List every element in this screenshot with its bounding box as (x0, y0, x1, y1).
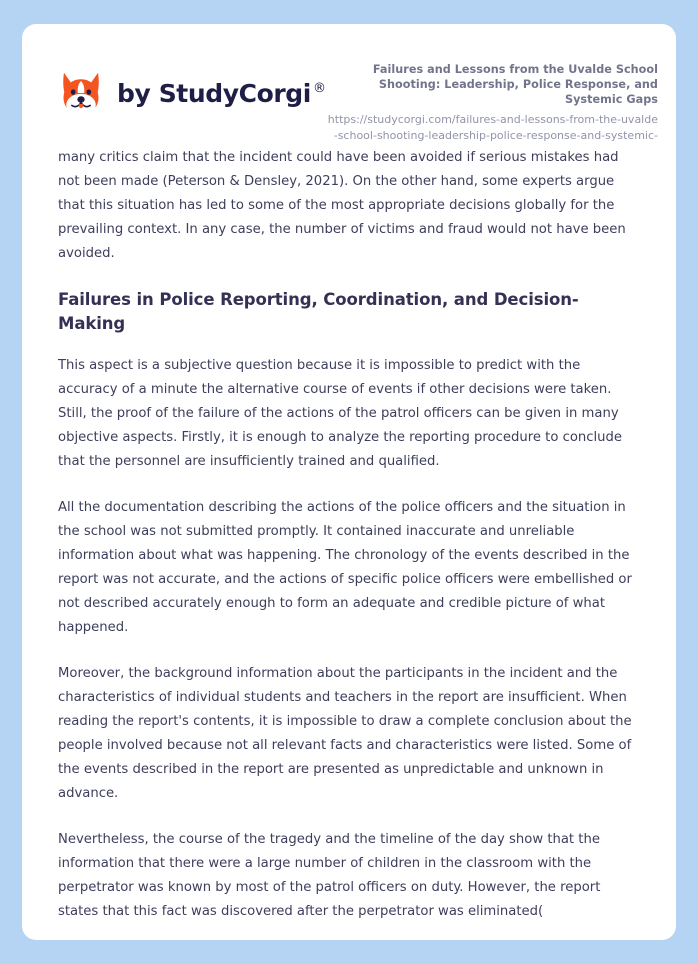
brand-wordmark (117, 79, 326, 108)
section-heading: Failures in Police Reporting, Coordination, and Decision-Making (58, 290, 579, 333)
document-sheet (22, 24, 676, 940)
paragraph: All the documentation describing the actions of the police officers and the situation in the school was not submitted promptly. It contained inaccurate and unreliable information about what was happening. The chronology of the events described in the report was not accurate, and the actions of specific police officers were embellished or not described accurately enough to form an adequate and credible picture of what happened. (58, 500, 632, 635)
brand-wordmark-text: by StudyCorgi (117, 78, 311, 108)
document-body (22, 146, 676, 924)
registered-trademark-icon: ® (312, 81, 326, 97)
document-title: Failures and Lessons from the Uvalde School Shooting: Leadership, Police Response, and Systemic Gaps (372, 63, 658, 107)
document-header (22, 24, 676, 146)
paragraph: This aspect is a subjective question because it is impossible to predict with the accuracy of a minute the alternative course of events if other decisions were taken. Still, the proof of the failure of the actions of the patrol officers can be given in many objective aspects. Firstly, it is enough to analyze the reporting procedure to conclude that the personnel are insufficiently trained and qualified. (58, 358, 623, 469)
brand-lockup (58, 58, 326, 116)
paragraph: Nevertheless, the course of the tragedy and the timeline of the day show that the information that there were a large number of children in the classroom with the perpetrator was known by most of the patrol officers on duty. However, the report states that this fact was discovered after the perpetrator was eliminated( (58, 832, 601, 919)
paragraph: Moreover, the background information about the participants in the incident and the characteristics of individual students and teachers in the report are insufficient. When reading the report's contents, it is impossible to draw a complete conclusion about the people involved because not all relevant facts and characteristics were listed. Some of the events described in the report are presented as unpredictable and unknown in advance. (58, 666, 632, 801)
paragraph: many critics claim that the incident could have been avoided if serious mistakes had not been made (Peterson & Densley, 2021). On the other hand, some experts argue that this situation has led to some of the most appropriate decisions globally for the prevailing context. In any case, the number of victims and fraud would not have been avoided. (58, 150, 626, 261)
header-meta (326, 58, 662, 143)
corgi-face-icon (58, 70, 104, 116)
document-url[interactable]: https://studycorgi.com/failures-and-lessons-from-the-uvalde-school-shooting-leadership-police-response-and-systemic- (327, 113, 658, 142)
